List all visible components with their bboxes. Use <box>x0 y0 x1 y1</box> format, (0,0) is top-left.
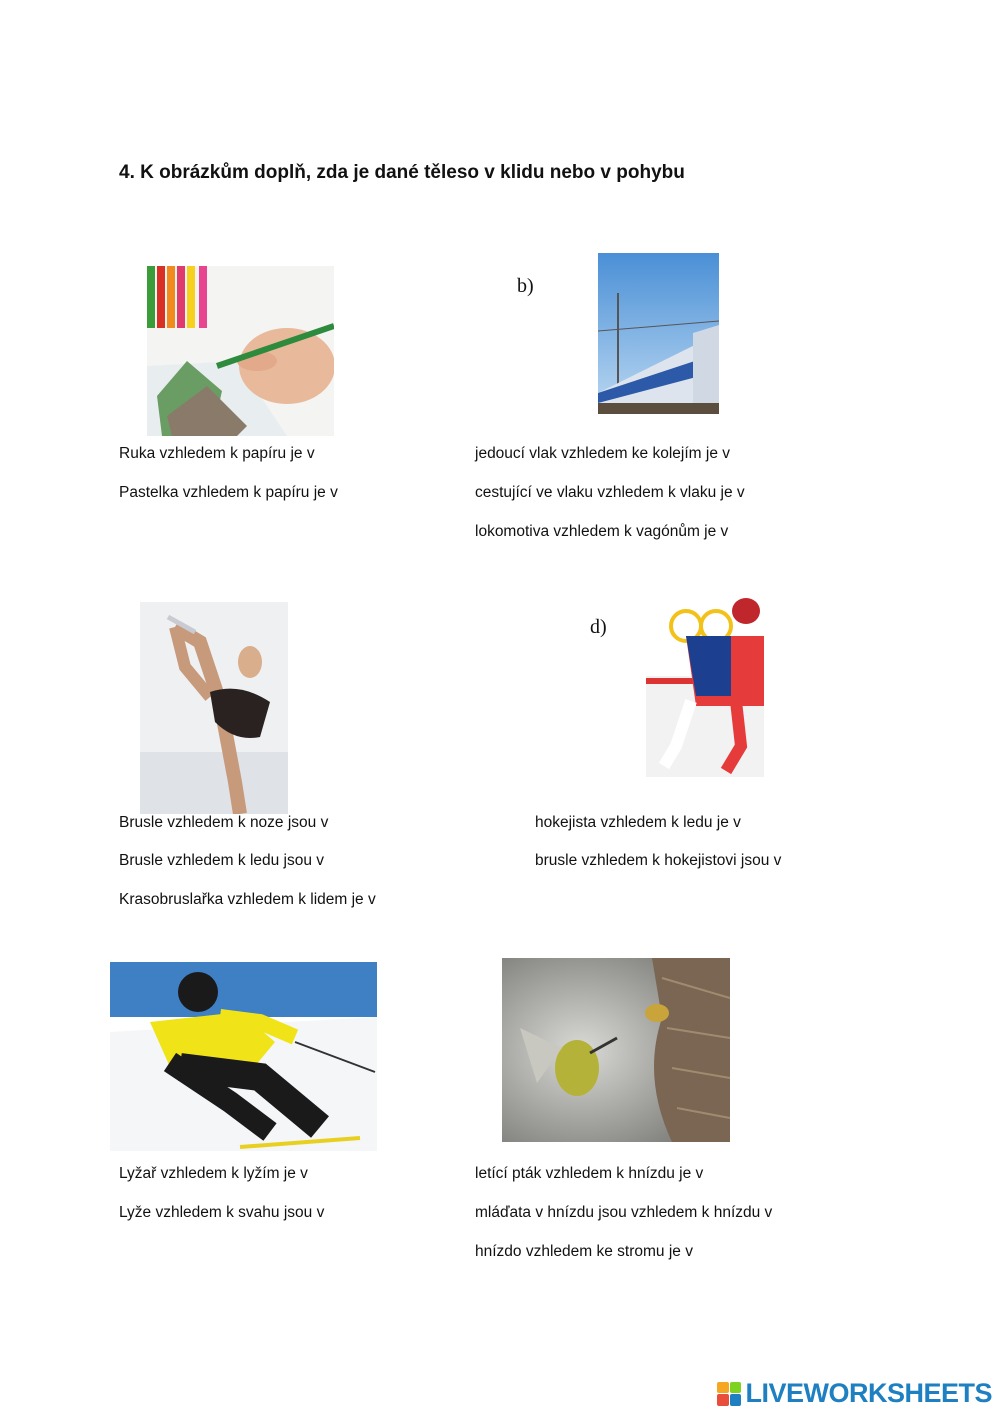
logo-square-3 <box>717 1394 729 1406</box>
photo-bird-nest <box>502 958 730 1142</box>
photo-figure-skater <box>140 602 288 814</box>
logo-mark-icon <box>717 1382 741 1406</box>
section-b-line-2: cestující ve vlaku vzhledem k vlaku je v <box>475 484 745 501</box>
photo-hockey-player <box>646 596 764 777</box>
photo-drawing-hand <box>147 266 334 436</box>
photo-train <box>598 253 719 414</box>
section-b-line-1: jedoucí vlak vzhledem ke kolejím je v <box>475 445 731 462</box>
section-e-line-2: Lyže vzhledem k svahu jsou v <box>119 1204 325 1221</box>
section-b-letter: b) <box>517 275 534 297</box>
section-f-line-2: mláďata v hnízdu jsou vzhledem k hnízdu v <box>475 1204 773 1221</box>
section-f-line-3: hnízdo vzhledem ke stromu je v <box>475 1243 693 1260</box>
liveworksheets-logo[interactable] <box>717 1378 992 1409</box>
section-c-line-3: Krasobruslařka vzhledem k lidem je v <box>119 891 376 908</box>
logo-square-4 <box>730 1394 742 1406</box>
section-d-line-2: brusle vzhledem k hokejistovi jsou v <box>535 852 782 869</box>
section-c-line-2: Brusle vzhledem k ledu jsou v <box>119 852 325 869</box>
exercise-title: 4. K obrázkům doplň, zda je dané těleso v klidu nebo v pohybu <box>119 162 685 183</box>
section-c-line-1: Brusle vzhledem k noze jsou v <box>119 814 329 831</box>
section-d-letter: d) <box>590 616 607 638</box>
logo-square-1 <box>717 1382 729 1394</box>
logo-square-2 <box>730 1382 742 1394</box>
section-a-line-2: Pastelka vzhledem k papíru je v <box>119 484 338 501</box>
section-e-line-1: Lyžař vzhledem k lyžím je v <box>119 1165 308 1182</box>
photo-skier <box>110 962 377 1151</box>
section-b-line-3: lokomotiva vzhledem k vagónům je v <box>475 523 729 540</box>
section-d-line-1: hokejista vzhledem k ledu je v <box>535 814 741 831</box>
logo-text: LIVEWORKSHEETS <box>745 1378 992 1408</box>
section-a-line-1: Ruka vzhledem k papíru je v <box>119 445 315 462</box>
section-f-line-1: letící pták vzhledem k hnízdu je v <box>475 1165 704 1182</box>
